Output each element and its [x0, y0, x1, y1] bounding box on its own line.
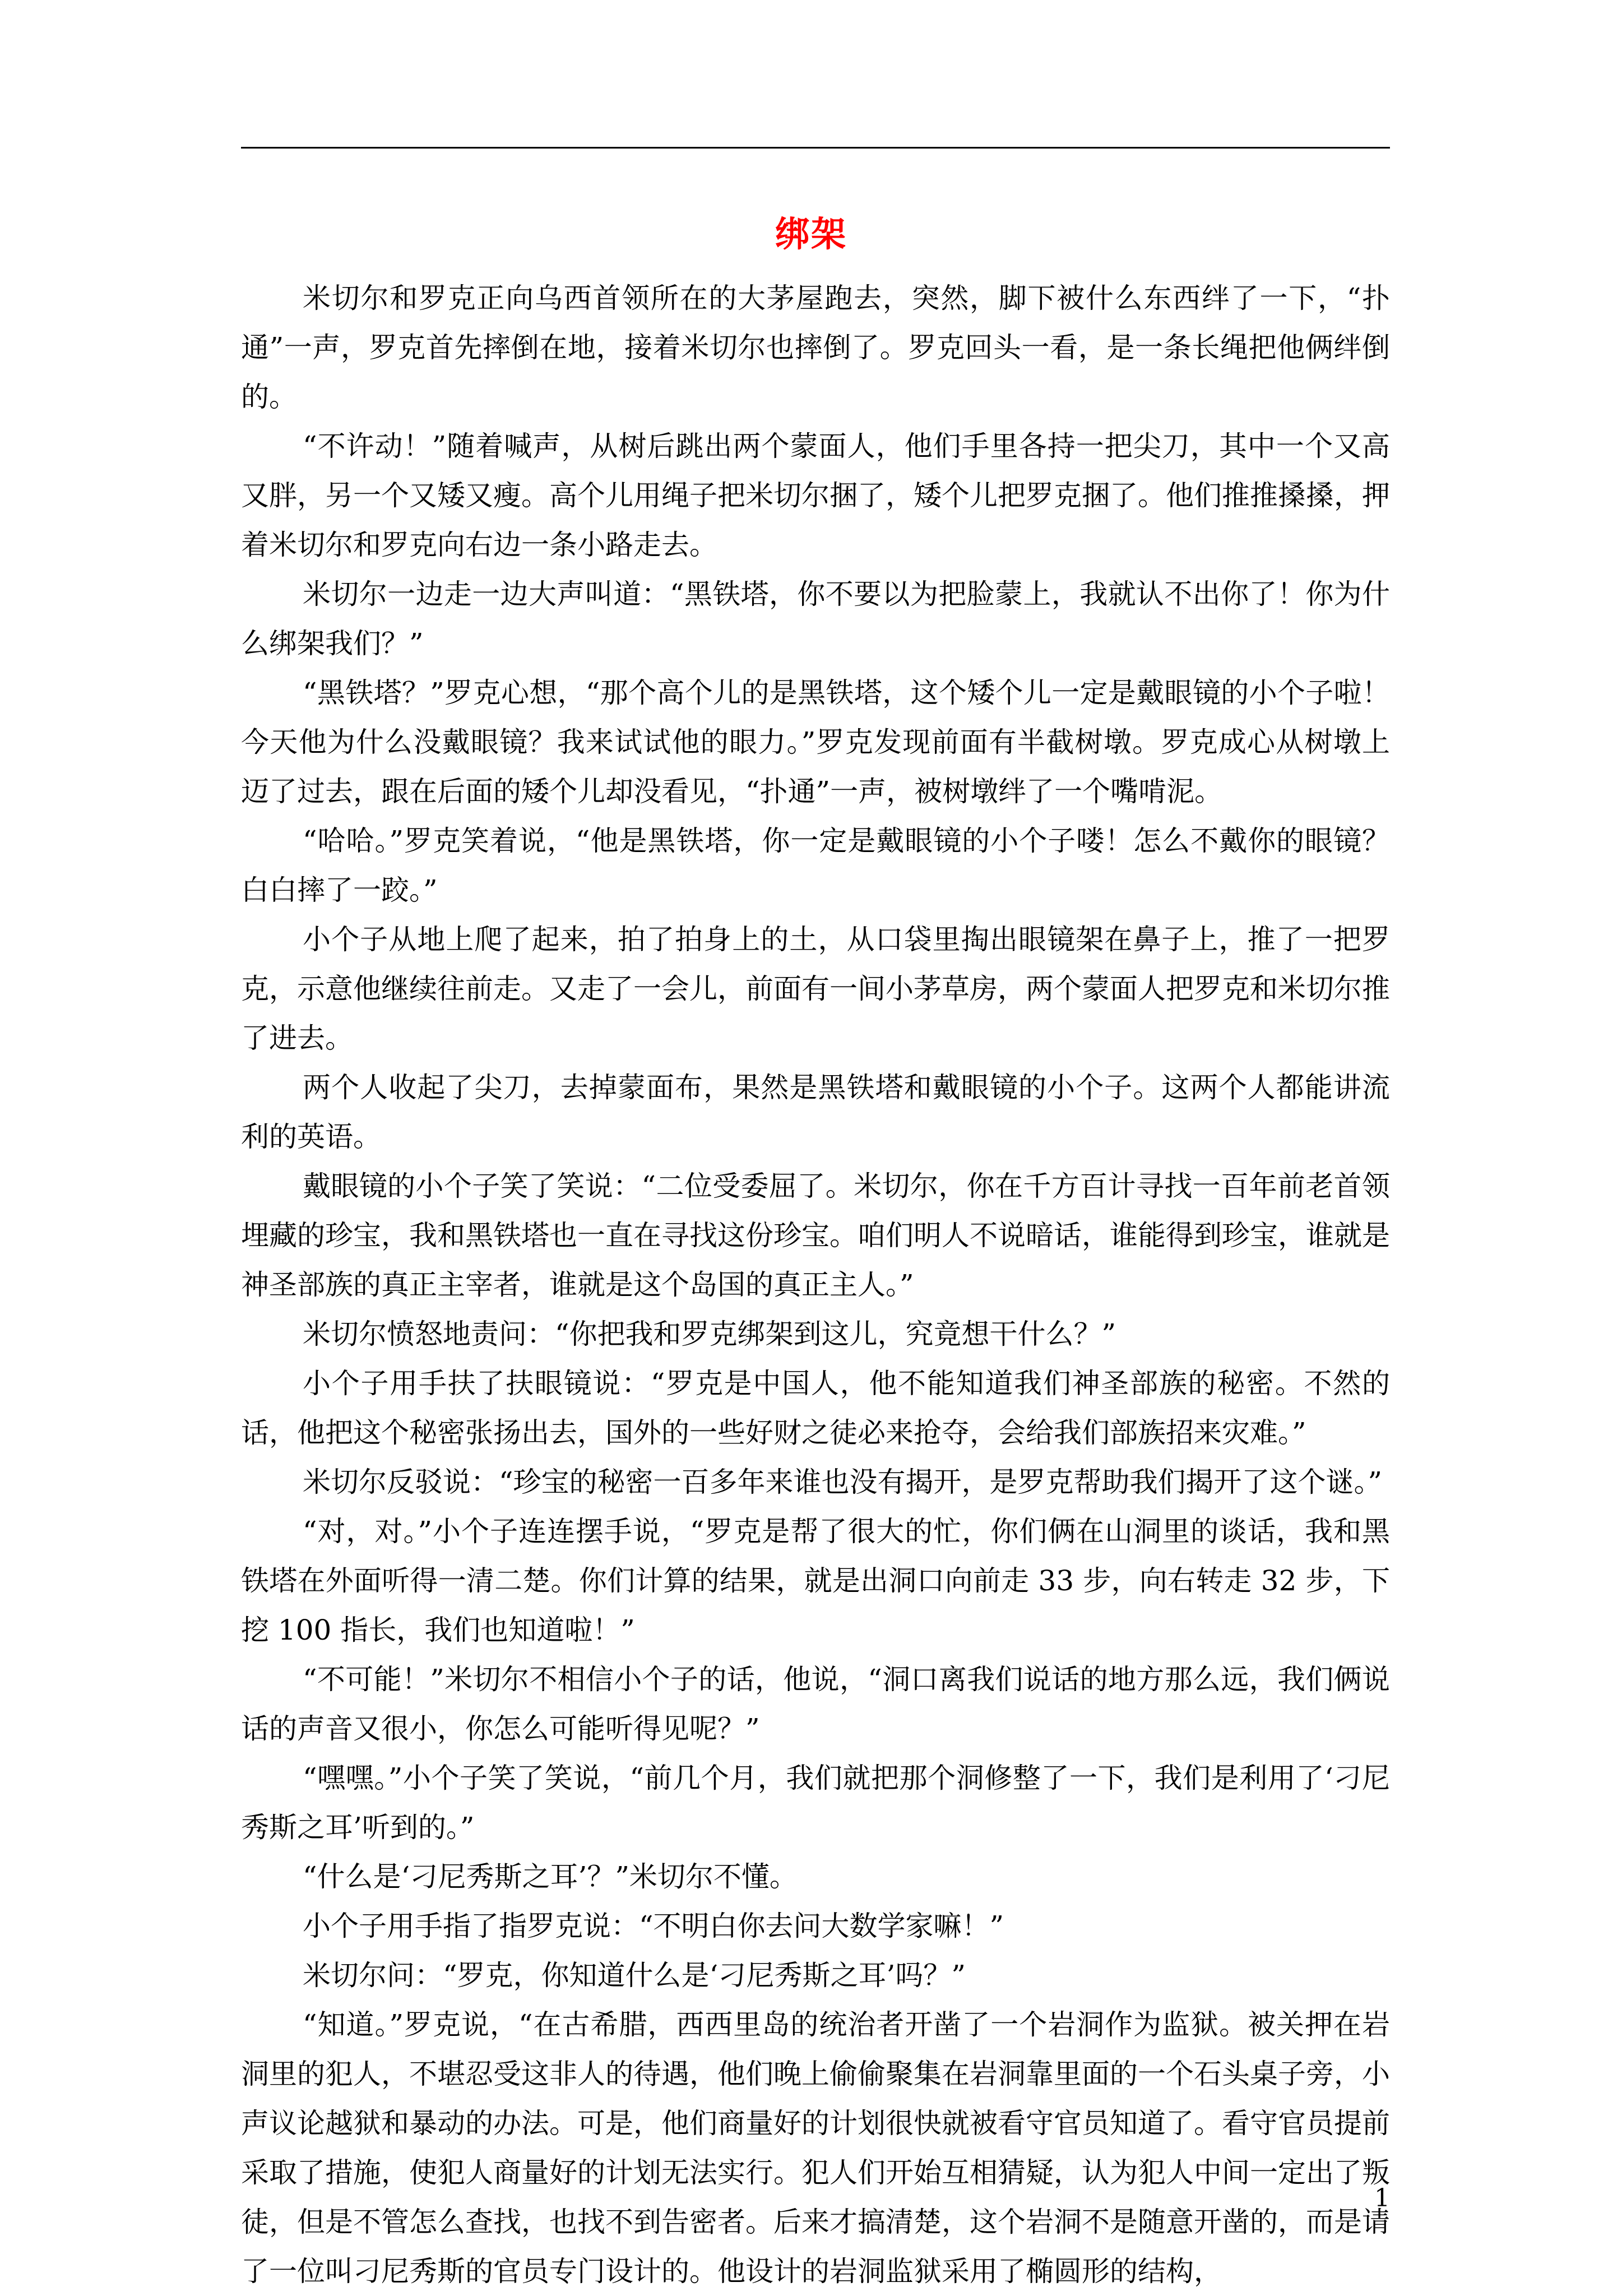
paragraph: 戴眼镜的小个子笑了笑说：“二位受委屈了。米切尔，你在千方百计寻找一百年前老首领埋藏的珍宝，我和黑铁塔也一直在寻找这份珍宝。咱们明人不说暗话，谁能得到珍宝，谁就是神圣部族的真正主宰者，谁就是这个岛国的真正主人。”: [241, 1170, 1390, 1301]
paragraph: 小个子从地上爬了起来，拍了拍身上的土，从口袋里掏出眼镜架在鼻子上，推了一把罗克，示意他继续往前走。又走了一会儿，前面有一间小茅草房，两个蒙面人把罗克和米切尔推了进去。: [241, 923, 1390, 1054]
paragraph: “对，对。”小个子连连摆手说，“罗克是帮了很大的忙，你们俩在山洞里的谈话，我和黑铁塔在外面听得一清二楚。你们计算的结果，就是出洞口向前走 33 步，向右转走 32 步，下挖 100 指长，我们也知道啦！”: [241, 1515, 1390, 1646]
paragraph: “知道。”罗克说，“在古希腊，西西里岛的统治者开凿了一个岩洞作为监狱。被关押在岩洞里的犯人，不堪忍受这非人的待遇，他们晚上偷偷聚集在岩洞靠里面的一个石头桌子旁，小声议论越狱和暴动的办法。可是，他们商量好的计划很快就被看守官员知道了。看守官员提前采取了措施，使犯人商量好的计划无法实行。犯人们开始互相猜疑，认为犯人中间一定出了叛徒，但是不管怎么查找，也找不到告密者。后来才搞清楚，这个岩洞不是随意开凿的，而是请了一位叫刁尼秀斯的官员专门设计的。他设计的岩洞监狱采用了椭圆形的结构，: [241, 2008, 1390, 2288]
header-rule: [241, 147, 1390, 149]
paragraph: 米切尔反驳说：“珍宝的秘密一百多年来谁也没有揭开，是罗克帮助我们揭开了这个谜。”: [303, 1466, 1383, 1498]
paragraph: 两个人收起了尖刀，去掉蒙面布，果然是黑铁塔和戴眼镜的小个子。这两个人都能讲流利的英语。: [241, 1071, 1390, 1153]
paragraph: “什么是‘刁尼秀斯之耳’？”米切尔不懂。: [303, 1860, 798, 1893]
paragraph: “不可能！”米切尔不相信小个子的话，他说，“洞口离我们说话的地方那么远，我们俩说话的声音又很小，你怎么可能听得见呢？”: [241, 1663, 1390, 1745]
paragraph: “不许动！”随着喊声，从树后跳出两个蒙面人，他们手里各持一把尖刀，其中一个又高又胖，另一个又矮又瘦。高个儿用绳子把米切尔捆了，矮个儿把罗克捆了。他们推推搡搡，押着米切尔和罗克向右边一条小路走去。: [241, 430, 1390, 561]
page-title: 绑架: [775, 214, 847, 254]
page-number: 1: [1374, 2184, 1390, 2212]
paragraph: “嘿嘿。”小个子笑了笑说，“前几个月，我们就把那个洞修整了一下，我们是利用了‘刁尼秀斯之耳’听到的。”: [241, 1762, 1390, 1844]
article-body: [241, 274, 1390, 2296]
paragraph: “哈哈。”罗克笑着说，“他是黑铁塔，你一定是戴眼镜的小个子喽！怎么不戴你的眼镜？白白摔了一跤。”: [241, 825, 1390, 906]
paragraph: 米切尔一边走一边大声叫道：“黑铁塔，你不要以为把脸蒙上，我就认不出你了！你为什么绑架我们？”: [241, 578, 1390, 660]
paragraph: 小个子用手指了指罗克说：“不明白你去问大数学家嘛！”: [303, 1910, 1004, 1942]
paragraph: 米切尔和罗克正向乌西首领所在的大茅屋跑去，突然，脚下被什么东西绊了一下，“扑通”一声，罗克首先摔倒在地，接着米切尔也摔倒了。罗克回头一看，是一条长绳把他俩绊倒的。: [241, 282, 1390, 413]
paragraph: “黑铁塔？”罗克心想，“那个高个儿的是黑铁塔，这个矮个儿一定是戴眼镜的小个子啦！今天他为什么没戴眼镜？我来试试他的眼力。”罗克发现前面有半截树墩。罗克成心从树墩上迈了过去，跟在后面的矮个儿却没看见，“扑通”一声，被树墩绊了一个嘴啃泥。: [241, 677, 1390, 808]
paragraph: 米切尔问：“罗克，你知道什么是‘刁尼秀斯之耳’吗？”: [303, 1959, 966, 1992]
paragraph: 小个子用手扶了扶眼镜说：“罗克是中国人，他不能知道我们神圣部族的秘密。不然的话，他把这个秘密张扬出去，国外的一些好财之徒必来抢夺，会给我们部族招来灾难。”: [241, 1367, 1390, 1449]
paragraph: 米切尔愤怒地责问：“你把我和罗克绑架到这儿，究竟想干什么？”: [303, 1318, 1116, 1350]
